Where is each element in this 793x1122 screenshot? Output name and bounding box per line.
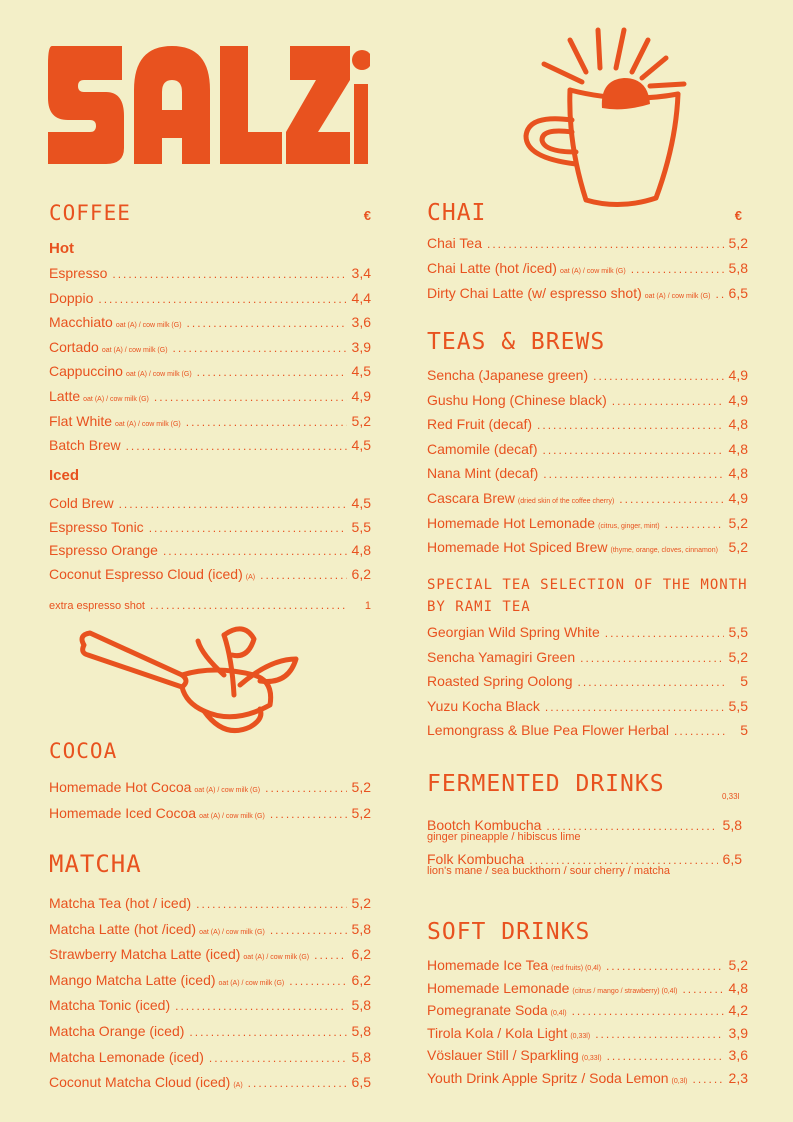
portafilter-illustration [74,615,304,745]
menu-item-price: 5 [740,673,748,690]
menu-item-price: 5,2 [728,648,748,665]
special-title-line2: BY RAMI TEA [427,599,531,616]
extra-shot-price: 1 [364,600,371,612]
menu-item-price: 4,9 [728,391,748,408]
menu-item-price: 4,8 [728,465,748,482]
menu-item-price: 3,6 [728,1047,748,1064]
menu-item-note: oat (A) / cow milk (G) [644,293,711,300]
menu-item-name: Doppio [49,289,94,306]
menu-item-name: Homemade Ice Tea [427,957,549,973]
leader-dots [593,370,723,382]
menu-item-price: 4,4 [351,289,371,306]
coffee-cup-illustration [520,24,700,214]
menu-item-price: 6,2 [351,565,371,582]
menu-item [427,1003,748,1026]
leader-dots [270,808,347,820]
coffee-hot-label: Hot [49,240,74,257]
extra-shot-row [49,599,371,612]
menu-item-note: oat (A) / cow milk (G) [125,371,192,379]
fermented-size: 0,33l [722,792,740,801]
leader-dots [665,518,724,530]
menu-item-price: 4,9 [728,489,748,506]
menu-item [427,236,748,261]
leader-dots [578,676,725,688]
menu-item-price: 6,5 [728,285,748,301]
menu-item [49,364,371,389]
menu-item-name: Gushu Hong (Chinese black) [427,391,607,408]
menu-item-note: oat (A) / cow milk (G) [115,322,182,330]
chai-currency: € [734,208,742,223]
menu-item-name: Flat White [49,412,113,429]
special-list [427,625,748,748]
chai-title: CHAI [427,200,487,226]
leader-dots [112,268,346,280]
leader-dots [674,725,725,737]
menu-item-note: oat (A) / cow milk (G) [199,813,265,820]
menu-item-name: Red Fruit (decaf) [427,416,533,433]
menu-item [427,393,748,418]
menu-item-note: (0,33l) [581,1055,602,1063]
soft-list [427,958,748,1094]
leader-dots [619,493,723,505]
menu-item-name: Batch Brew [49,437,121,454]
menu-item [49,567,371,591]
menu-item-price: 5,8 [722,817,742,833]
menu-item [49,922,371,948]
menu-item-name: Homemade Hot Spiced Brew [427,539,608,556]
coffee-title: COFFEE [49,201,131,225]
leader-dots [612,395,724,407]
menu-item-name: Espresso [49,265,108,281]
menu-item [49,438,371,463]
leader-dots [543,468,723,480]
leader-dots [314,949,346,961]
menu-item-name: Espresso Tonic [49,518,144,535]
menu-item-name: Matcha Orange (iced) [49,1022,185,1039]
menu-item-name: Camomile (decaf) [427,440,538,457]
menu-item-name: Lemongrass & Blue Pea Flower Herbal [427,722,670,739]
menu-item-note: oat (A) / cow milk (G) [83,395,149,403]
menu-item [49,543,371,567]
cocoa-title: COCOA [49,739,118,763]
extra-shot-name: extra espresso shot [49,600,145,612]
menu-item [49,998,371,1024]
fermented-list [427,818,742,886]
leader-dots [196,898,346,910]
leader-dots [186,416,347,428]
leader-dots [542,444,723,456]
menu-item [49,315,371,340]
menu-item-price: 5 [740,722,748,739]
menu-item-note: oat (A) / cow milk (G) [559,268,626,275]
menu-item-price: 5,2 [351,805,371,821]
leader-dots [487,238,724,250]
menu-item [49,340,371,365]
menu-item-name: Yuzu Kocha Black [427,697,540,714]
leader-dots [605,627,724,639]
menu-item [427,540,748,565]
leader-dots [682,983,723,995]
leader-dots [692,1073,723,1085]
leader-dots [715,288,723,300]
menu-item-price: 5,5 [728,624,748,640]
menu-item-price: 3,4 [351,265,371,281]
menu-item [427,723,748,748]
menu-item-name: Homemade Iced Cocoa [49,805,197,821]
teas-list [427,368,748,565]
leader-dots [607,1050,724,1062]
menu-item [427,958,748,981]
menu-item-name: Nana Mint (decaf) [427,465,539,482]
menu-item [427,650,748,675]
leader-dots [537,419,723,431]
menu-item-price: 5,8 [351,1048,371,1065]
menu-item [427,1071,748,1094]
leader-dots [631,263,724,275]
menu-item-price: 5,2 [728,514,748,531]
menu-item-name: Bootch Kombucha [427,817,542,833]
menu-item-price: 4,9 [728,367,748,383]
menu-item [427,368,748,393]
menu-item-price: 5,2 [351,412,371,429]
leader-dots [175,1000,346,1012]
menu-item-name: Coconut Espresso Cloud (iced) [49,565,243,582]
coffee-iced-list [49,496,371,590]
menu-item-price: 6,2 [351,971,371,988]
menu-item-price: 5,8 [351,920,371,937]
menu-item-price: 4,2 [728,1002,748,1019]
menu-item-name: Chai Latte (hot /iced) [427,260,557,276]
leader-dots [260,569,346,581]
menu-item-name: Cortado [49,338,99,355]
coffee-hot-list [49,266,371,463]
menu-item-note: (citrus / mango / strawberry) (0,4l) [572,987,678,995]
leader-dots [119,498,347,510]
menu-item [427,261,748,286]
menu-item-price: 5,5 [728,697,748,714]
menu-item-name: Matcha Latte (hot /iced) [49,920,197,937]
menu-item [49,780,371,806]
menu-item-price: 4,8 [728,416,748,433]
menu-item-name: Chai Tea [427,235,483,251]
menu-item-price: 5,2 [728,235,748,251]
menu-item-name: Matcha Tea (hot / iced) [49,895,192,911]
menu-item-name: Matcha Lemonade (iced) [49,1048,204,1065]
menu-item-description: lion's mane / sea buckthorn / sour cherry / matcha [427,865,670,877]
menu-item-name: Cappuccino [49,363,123,380]
menu-item-name: Homemade Lemonade [427,979,570,996]
menu-item [49,266,371,291]
menu-item-name: Coconut Matcha Cloud (iced) [49,1074,231,1091]
menu-item-name: Strawberry Matcha Latte (iced) [49,946,241,963]
coffee-header [49,203,371,224]
leader-dots [289,975,346,987]
leader-dots [270,924,347,936]
menu-item-note: oat (A) / cow milk (G) [199,928,265,936]
leader-dots [572,1005,724,1017]
menu-item-note: (0,3l) [671,1077,688,1085]
leader-dots [723,542,724,554]
leader-dots [248,1077,347,1089]
menu-item-name: Youth Drink Apple Spritz / Soda Lemon [427,1069,669,1086]
menu-item-price: 5,8 [351,1022,371,1039]
menu-item [49,973,371,999]
menu-item [49,1050,371,1076]
menu-item [427,981,748,1004]
menu-item-note: oat (A) / cow milk (G) [115,420,181,428]
menu-item-name: Espresso Orange [49,542,158,559]
leader-dots [187,317,347,329]
menu-item-name: Macchiato [49,314,113,331]
menu-item-note: oat (A) / cow milk (G) [243,954,310,962]
menu-item [49,389,371,414]
coffee-currency: € [363,208,371,223]
leader-dots [98,293,346,305]
menu-item-name: Dirty Chai Latte (w/ espresso shot) [427,285,642,301]
menu-item [49,414,371,439]
salzi-logo [44,40,370,170]
menu-item-name: Sencha (Japanese green) [427,367,589,383]
fermented-title: FERMENTED DRINKS [427,771,665,797]
matcha-list [49,896,371,1101]
menu-item-name: Cascara Brew [427,489,515,506]
menu-item-price: 5,2 [728,539,748,556]
menu-item-name: Latte [49,387,81,404]
menu-item [49,496,371,520]
coffee-iced-label: Iced [49,467,80,484]
chai-header [427,202,748,225]
menu-item-name: Vöslauer Still / Sparkling [427,1047,579,1064]
menu-item [49,291,371,316]
menu-item-price: 3,9 [351,338,371,355]
menu-item-price: 5,2 [351,779,371,795]
menu-item-price: 5,5 [351,518,371,535]
matcha-title: MATCHA [49,850,142,878]
leader-dots [150,599,348,611]
menu-item-name: Sencha Yamagiri Green [427,648,576,665]
menu-item [427,1048,748,1071]
menu-item [427,699,748,724]
menu-item-price: 5,8 [728,260,748,276]
menu-item-price: 4,5 [351,437,371,454]
menu-item [427,466,748,491]
menu-item-price: 4,9 [351,387,371,404]
menu-item-price: 5,2 [351,895,371,911]
leader-dots [163,545,347,557]
menu-item-price: 4,8 [728,979,748,996]
menu-item [427,491,748,516]
menu-item [49,806,371,832]
menu-item-price: 4,8 [728,440,748,457]
menu-item-note: oat (A) / cow milk (G) [218,979,285,987]
menu-item-price: 3,9 [728,1024,748,1041]
menu-item [427,625,748,650]
menu-item-name: Pomegranate Soda [427,1002,548,1019]
menu-item-note: (red fruits) (0,4l) [551,965,601,972]
leader-dots [149,522,347,534]
menu-item-price: 4,5 [351,363,371,380]
leader-dots [173,342,347,354]
menu-item-name: Cold Brew [49,495,114,511]
cocoa-list [49,780,371,832]
menu-item-name: Georgian Wild Spring White [427,624,600,640]
menu-item [49,1075,371,1101]
menu-item-name: Matcha Tonic (iced) [49,997,171,1014]
leader-dots [189,1026,346,1038]
leader-dots [154,391,347,403]
menu-item [427,674,748,699]
menu-item-price: 6,5 [351,1074,371,1091]
leader-dots [265,782,346,794]
menu-item [49,896,371,922]
menu-item-note: (citrus, ginger, mint) [598,522,660,530]
menu-item-name: Roasted Spring Oolong [427,673,573,690]
menu-item-note: oat (A) / cow milk (G) [194,787,261,794]
menu-item [427,286,748,311]
special-title [427,574,748,619]
menu-item-note: (0,4l) [550,1010,567,1018]
leader-dots [545,701,724,713]
menu-item [49,1024,371,1050]
menu-item-price: 6,5 [722,851,742,867]
menu-item-price: 4,5 [351,495,371,511]
menu-item [427,516,748,541]
menu-item [49,520,371,544]
menu-item [427,442,748,467]
menu-item-name: Homemade Hot Cocoa [49,779,192,795]
menu-item [49,947,371,973]
leader-dots [606,960,724,972]
teas-title: TEAS & BREWS [427,329,606,355]
menu-item-price: 5,2 [728,957,748,973]
menu-item-note: (thyme, orange, cloves, cinnamon) [610,547,718,555]
leader-dots [595,1028,723,1040]
menu-item-price: 4,8 [351,542,371,559]
menu-item [427,1026,748,1049]
chai-list [427,236,748,311]
menu-item-name: Tirola Kola / Kola Light [427,1024,568,1041]
menu-item-note: (dried skin of the coffee cherry) [517,497,615,505]
menu-item-name: Folk Kombucha [427,851,525,867]
leader-dots [209,1052,347,1064]
menu-item-note: (0,33l) [570,1032,591,1040]
menu-item-name: Homemade Hot Lemonade [427,514,596,531]
menu-item-price: 3,6 [351,314,371,331]
menu-item [427,417,748,442]
menu-item-name: Mango Matcha Latte (iced) [49,971,216,988]
soft-title: SOFT DRINKS [427,919,591,945]
menu-item-note: (A) [233,1082,243,1090]
menu-item-price: 6,2 [351,946,371,963]
menu-item-description: ginger pineapple / hibiscus lime [427,831,581,843]
special-title-line1: SPECIAL TEA SELECTION OF THE MONTH [427,577,748,593]
menu-item-note: (A) [245,573,256,581]
leader-dots [580,652,723,664]
leader-dots [126,440,347,452]
menu-item-note: oat (A) / cow milk (G) [101,346,168,354]
menu-item-price: 2,3 [728,1069,748,1086]
leader-dots [197,366,347,378]
menu-item-price: 5,8 [351,997,371,1014]
